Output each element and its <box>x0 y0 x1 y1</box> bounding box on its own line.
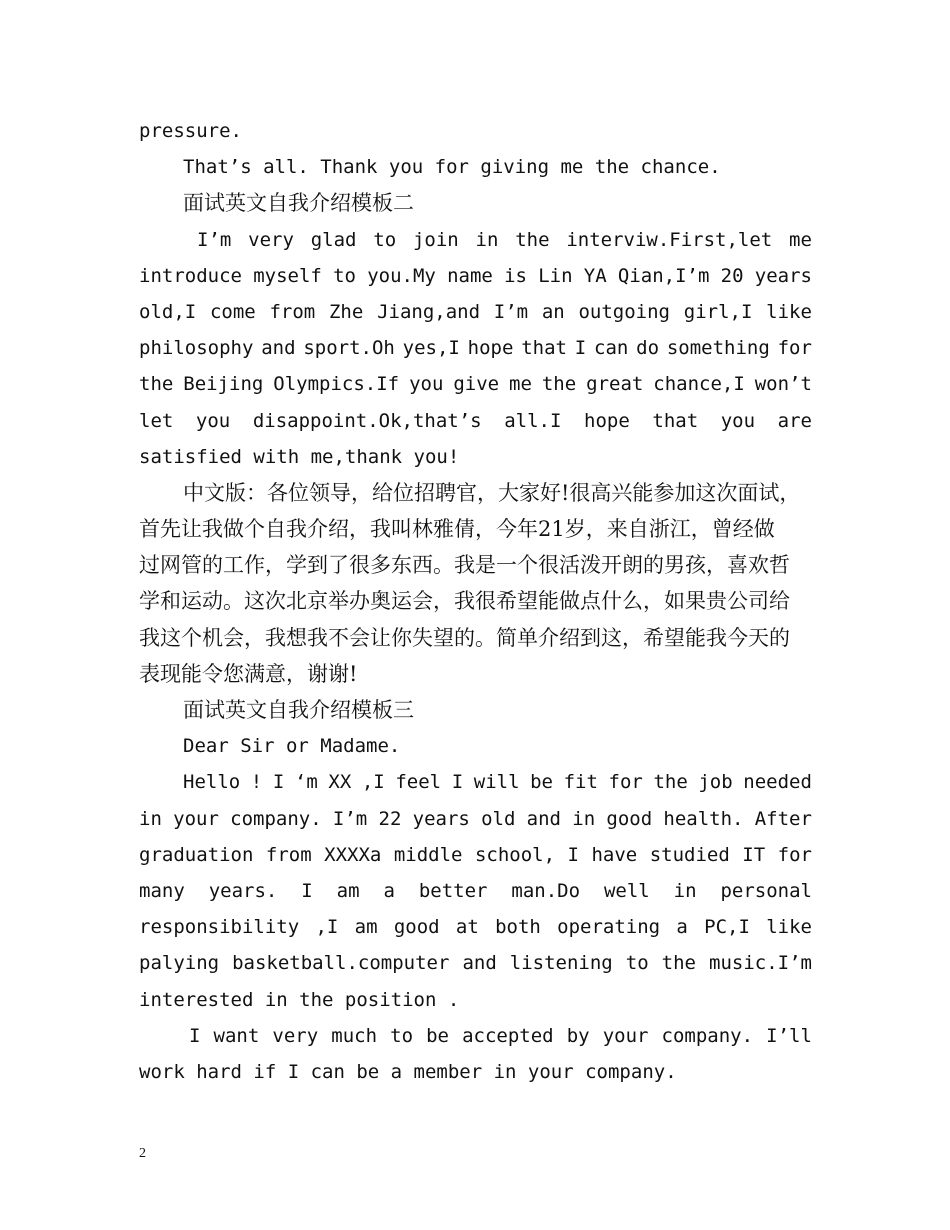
word: operating <box>557 916 661 939</box>
word: all.I <box>504 409 562 432</box>
word: be <box>426 1024 449 1047</box>
word: Hello <box>183 771 241 794</box>
word: come <box>209 300 256 323</box>
word: IT <box>742 843 766 866</box>
word: chance,I <box>653 373 745 396</box>
text-line: 过网管的工作，学到了很多东西。我是一个很活泼开朗的男孩，喜欢哲 <box>139 553 790 578</box>
word: needed <box>743 771 812 794</box>
section-heading: 面试英文自我介绍模板三 <box>183 698 414 722</box>
word: like <box>766 300 812 323</box>
text-line: 表现能令您满意，谢谢! <box>139 661 358 686</box>
word: the <box>653 771 688 794</box>
word: ,I <box>361 771 385 794</box>
word: listening <box>509 952 613 975</box>
word: well <box>603 879 650 902</box>
word: personal <box>720 879 812 902</box>
word: that <box>652 409 699 432</box>
word: am <box>336 879 360 902</box>
word: man.Do <box>511 879 581 902</box>
word: am <box>354 916 378 939</box>
word: me <box>509 373 532 396</box>
word: good <box>393 916 440 939</box>
word: introduce <box>139 264 242 287</box>
word: graduation <box>139 843 254 866</box>
text-line: work hard if I can be a member in your company. <box>139 1060 677 1083</box>
word: palying <box>139 952 220 975</box>
word: PC,I <box>704 916 750 939</box>
word: I <box>301 879 313 902</box>
text-line: interested in the position . <box>139 988 460 1011</box>
word: After <box>754 807 812 830</box>
word: to <box>390 1024 414 1047</box>
word: old,I <box>139 300 197 323</box>
word: you <box>409 373 444 396</box>
word: Qian,I’m <box>617 264 710 287</box>
text-line <box>139 222 812 258</box>
text-line <box>139 945 812 981</box>
word: for <box>777 843 812 866</box>
word: the <box>661 952 696 975</box>
word: YA <box>583 264 607 287</box>
text-line: pressure. <box>139 120 242 142</box>
word: in <box>475 228 499 251</box>
word: from <box>269 300 316 323</box>
word: years <box>754 264 812 287</box>
word: I <box>451 771 464 794</box>
word: ‘m <box>294 771 318 794</box>
word: outgoing <box>578 300 670 323</box>
word: I’ll <box>766 1024 812 1047</box>
word: hope <box>467 337 514 360</box>
word: I’m <box>493 300 529 323</box>
word: in <box>572 807 596 830</box>
text-line: 首先让我做个自我介绍，我叫林雅倩，今年21岁，来自浙江，曾经做 <box>139 517 775 542</box>
word: job <box>698 771 733 794</box>
word: the <box>515 228 550 251</box>
word: years <box>412 807 470 830</box>
word: great <box>586 373 644 396</box>
word: for <box>777 337 812 360</box>
word: be <box>530 771 553 794</box>
word: glad <box>310 228 357 251</box>
word: studied <box>649 843 730 866</box>
word: in <box>673 879 697 902</box>
word: disappoint.Ok,that’s <box>252 409 482 432</box>
word: XX <box>328 771 352 794</box>
word: from <box>265 843 312 866</box>
word: do <box>636 337 660 360</box>
word: girl,I <box>683 300 753 323</box>
word: that <box>521 337 567 360</box>
text-line <box>139 764 812 800</box>
word: Beijing <box>183 373 264 396</box>
word: your <box>173 807 219 830</box>
word: join <box>412 228 459 251</box>
word: an <box>541 300 565 323</box>
text-line <box>139 330 812 366</box>
word: to <box>625 952 649 975</box>
word: by <box>566 1024 590 1047</box>
word: the <box>541 373 577 396</box>
word: ,I <box>315 916 339 939</box>
word: you <box>720 409 756 432</box>
word: sport.Oh <box>303 337 395 360</box>
word: I <box>272 771 285 794</box>
word: the <box>139 373 174 396</box>
word: for <box>608 771 643 794</box>
word: 22 <box>378 807 402 830</box>
word: responsibility <box>139 916 300 939</box>
word: I’m <box>332 807 368 830</box>
word: middle <box>393 843 463 866</box>
text-line: Dear Sir or Madame. <box>183 735 401 758</box>
word: won’t <box>754 373 812 396</box>
word: to <box>373 228 397 251</box>
section-heading: 面试英文自我介绍模板二 <box>183 191 414 216</box>
word: old <box>481 807 516 830</box>
word: Zhe <box>328 300 364 323</box>
word: name <box>447 264 493 287</box>
word: I <box>189 1024 201 1047</box>
text-line: That’s all. Thank you for giving me the chance. <box>183 156 721 179</box>
text-line <box>139 1018 812 1054</box>
word: ! <box>250 771 263 794</box>
word: a <box>383 879 395 902</box>
word: you <box>195 409 231 432</box>
word: XXXXa <box>324 843 382 866</box>
word: music.I’m <box>709 952 812 975</box>
word: and <box>462 952 497 975</box>
word: give <box>453 373 500 396</box>
word: very <box>272 1024 319 1047</box>
word: will <box>473 771 520 794</box>
word: have <box>591 843 638 866</box>
word: both <box>495 916 541 939</box>
word: a <box>676 916 688 939</box>
word: in <box>139 807 162 830</box>
word: accepted <box>462 1024 554 1047</box>
word: better <box>418 879 488 902</box>
word: and <box>261 337 296 360</box>
word: Olympics.If <box>273 373 400 396</box>
text-line: satisfied with me,thank you! <box>139 445 460 468</box>
text-line: 中文版：各位领导，给位招聘官，大家好!很高兴能参加这次面试， <box>183 480 801 505</box>
word: 20 <box>720 264 744 287</box>
word: much <box>331 1024 378 1047</box>
word: can <box>594 337 629 360</box>
word: at <box>455 916 479 939</box>
word: philosophy <box>139 337 254 360</box>
word: Jiang,and <box>377 300 481 323</box>
text-line <box>139 366 812 402</box>
word: company. <box>661 1024 754 1047</box>
word: good <box>606 807 653 830</box>
text-line <box>139 873 812 909</box>
page-number: 2 <box>139 1146 146 1161</box>
word: is <box>504 264 527 287</box>
word: are <box>777 409 812 432</box>
word: school, <box>474 843 556 866</box>
word: many <box>139 879 185 902</box>
word: basketball.computer <box>232 952 450 975</box>
word: I <box>574 337 587 360</box>
word: I’m <box>197 228 232 251</box>
text-line <box>139 403 812 439</box>
word: hope <box>584 409 630 432</box>
word: your <box>602 1024 649 1047</box>
text-line <box>139 837 812 873</box>
word: like <box>766 916 812 939</box>
word: feel <box>395 771 442 794</box>
word: myself <box>253 264 322 287</box>
word: to <box>333 264 356 287</box>
word: and <box>526 807 561 830</box>
word: me <box>789 228 812 251</box>
word: company. <box>230 807 322 830</box>
word: fit <box>563 771 598 794</box>
text-line <box>139 909 812 945</box>
word: years. <box>208 879 278 902</box>
word: I <box>567 843 579 866</box>
word: Lin <box>538 264 573 287</box>
word: health. <box>663 807 744 830</box>
word: very <box>248 228 294 251</box>
text-line: 学和运动。这次北京举办奥运会，我很希望能做点什么，如果贵公司给 <box>139 589 790 614</box>
text-line: 我这个机会，我想我不会让你失望的。简单介绍到这，希望能我今天的 <box>139 625 790 650</box>
text-line <box>139 801 812 837</box>
word: interviw.First,let <box>566 228 773 251</box>
document-body <box>139 113 812 1090</box>
word: something <box>666 337 770 360</box>
text-line <box>139 294 812 330</box>
word: let <box>139 409 174 432</box>
text-line <box>139 258 812 294</box>
word: want <box>213 1024 260 1047</box>
word: yes,I <box>402 337 460 360</box>
word: you.My <box>367 264 436 287</box>
